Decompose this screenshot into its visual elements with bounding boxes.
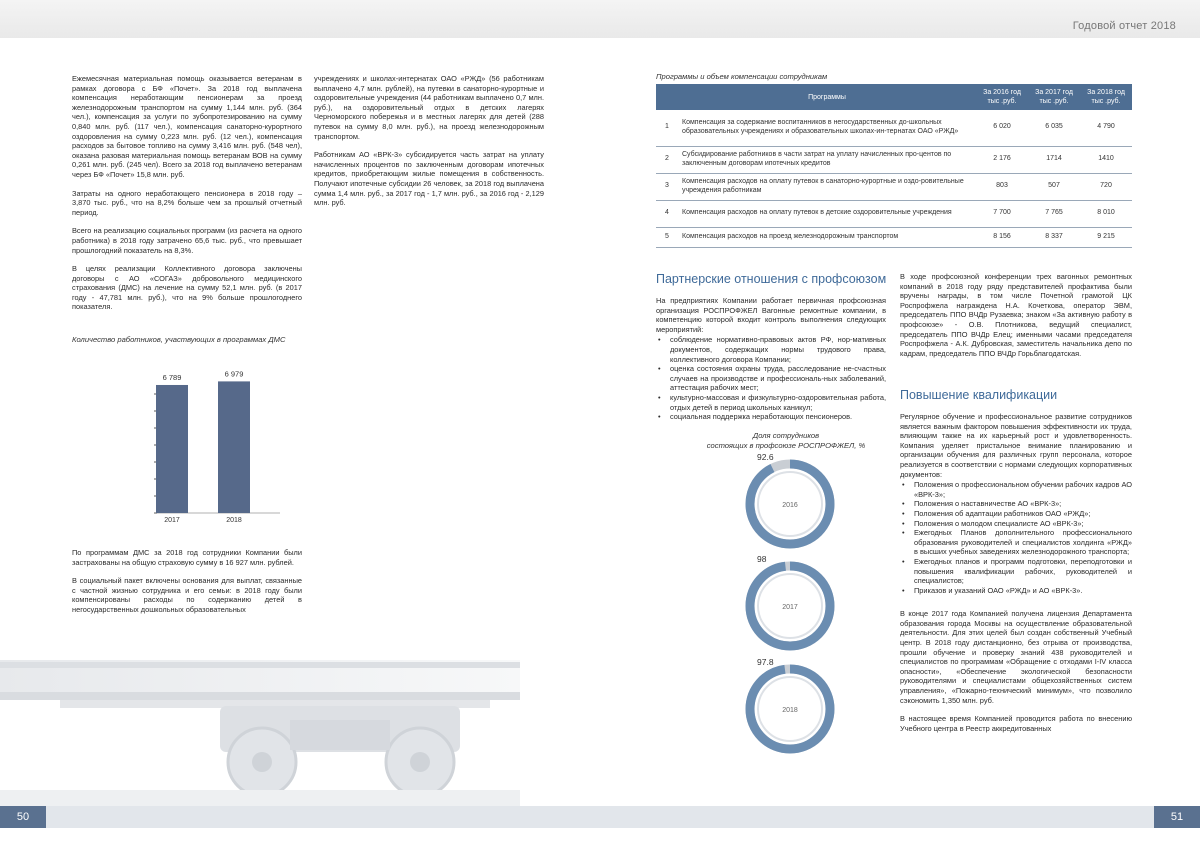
page-number-right: 51 xyxy=(1154,806,1200,828)
dms-bar-chart xyxy=(130,366,290,522)
row-value-2018: 9 215 xyxy=(1080,227,1132,247)
list-item: • Приказов и указаний ОАО «РЖД» и АО «ВРК-3». xyxy=(914,586,1132,596)
partner-heading: Партнерские отношения с профсоюзом xyxy=(656,272,887,286)
paragraph: Затраты на одного неработающего пенсионера в 2018 году – 3,870 тыс. руб., что на 8,2% больше чем за прошлый отчетный период. xyxy=(72,188,302,217)
header-num xyxy=(656,84,678,110)
row-program: Компенсация расходов на оплату путевок в детские оздоровительные учреждения xyxy=(678,200,976,227)
table-row xyxy=(656,173,1132,200)
paragraph: учреждениях и школах-интернатах ОАО «РЖД» (56 работникам выплачено 4,7 млн. рублей), на путевки в санаторно-курортные и оздоровительные учреждения (44 работникам выплачено 0,7 млн. руб.), на оздоровительный отдых в детских лагерях Черноморского побережья и в местных лагерях для детей (288 путевок на сумму 8,0 млн. руб.), на проезд железнодорожным транспортом. xyxy=(314,74,544,141)
table-row xyxy=(656,200,1132,227)
paragraph: В настоящее время Компанией проводится работа по внесению Учебного центра в Реестр аккредитованных xyxy=(900,714,1132,733)
compensation-table xyxy=(656,84,1132,248)
rings-caption xyxy=(656,431,916,450)
left-col1-bottom-text xyxy=(72,548,302,624)
row-value-2016: 8 156 xyxy=(976,227,1028,247)
list-item: • Положения о наставничестве АО «ВРК-3»; xyxy=(914,499,1132,509)
ring-year-label: 2018 xyxy=(782,707,798,714)
ring-year-label: 2016 xyxy=(782,502,798,509)
row-program: Компенсация расходов на оплату путевок в санаторно-курортные и оздо-ровительные учреждения работникам xyxy=(678,173,976,200)
training-bullet-list xyxy=(900,480,1132,595)
ring-year-label: 2017 xyxy=(782,604,798,611)
partner-bullet-list xyxy=(656,335,886,421)
list-item: • социальная поддержка неработающих пенсионеров. xyxy=(670,412,886,422)
paragraph: В целях реализации Коллективного договора заключены договоры с АО «СОГАЗ» добровольного медицинского страхования (ДМС) на лечение на сумму 52,1 млн. руб. (в 2017 году - 47,781 млн. руб.), что на 9% больше прошлогоднего показателя. xyxy=(72,264,302,312)
ring-2018 xyxy=(742,661,838,757)
row-value-2018: 1410 xyxy=(1080,146,1132,173)
row-value-2018: 720 xyxy=(1080,173,1132,200)
row-value-2017: 8 337 xyxy=(1028,227,1080,247)
row-value-2018: 8 010 xyxy=(1080,200,1132,227)
training-text xyxy=(900,412,1132,742)
conference-text: В ходе профсоюзной конференции трех вагонных ремонтных компаний в 2018 году ряду представителей профактива были вручены награды, в том числе Почетной грамотой ЦК Роспрофжела награждена Н.А. Кочеткова, оператор ЭВМ, председатель ППО ВЧДр Рузаевка; знаком «За активную работу в профсоюзе» - О.В. Плотникова, ведущий специалист, председатель ППО ВЧДр Елец; именными часами председателя Роспрофжела - А.К. Дубровская, заместитель начальника депо по кадрам, председатель ППО ВЧДр Горьблагодатская. xyxy=(900,272,1132,358)
page-number-left: 50 xyxy=(0,806,46,828)
left-col1-text xyxy=(72,74,302,321)
list-item: • Положения о молодом специалисте АО «ВРК-3»; xyxy=(914,519,1132,529)
list-item: • Ежегодных Планов дополнительного профессионального образования руководителей и специалистов холдинга «РЖД» в высших учебных заведениях железнодорожного транспорта; xyxy=(914,528,1132,557)
ring-value-label: 97.8 xyxy=(757,657,774,667)
chart-caption: Количество работников, участвующих в программах ДМС xyxy=(72,335,286,344)
report-title: Годовой отчет 2018 xyxy=(1072,20,1176,32)
paragraph: Всего на реализацию социальных программ (из расчета на одного работника) в 2018 году затрачено 65,6 тыс. руб., что превышает прошлогодний показатель на 8,3%. xyxy=(72,226,302,255)
row-value-2017: 7 765 xyxy=(1028,200,1080,227)
header-bar xyxy=(0,0,1200,38)
ring-value-label: 98 xyxy=(757,554,767,564)
row-value-2016: 7 700 xyxy=(976,200,1028,227)
bar-value-label: 6 979 xyxy=(224,369,244,379)
row-value-2016: 803 xyxy=(976,173,1028,200)
row-value-2016: 6 020 xyxy=(976,110,1028,146)
rings-caption-line: состоящих в профсоюзе РОСПРОФЖЕЛ, % xyxy=(706,440,866,450)
railcar-bogie-illustration xyxy=(0,640,520,806)
list-item: • Положения об адаптации работников ОАО «РЖД»; xyxy=(914,509,1132,519)
ring-2017 xyxy=(742,558,838,654)
header-programs: Программы xyxy=(678,84,976,110)
header-2018: За 2018 год тыс .руб. xyxy=(1080,84,1132,110)
row-value-2017: 507 xyxy=(1028,173,1080,200)
row-value-2016: 2 176 xyxy=(976,146,1028,173)
row-number: 5 xyxy=(656,227,678,247)
table-caption: Программы и объем компенсации сотрудникам xyxy=(656,72,828,81)
bar-2018 xyxy=(218,381,250,513)
header-2016: За 2016 год тыс .руб. xyxy=(976,84,1028,110)
bar-2017 xyxy=(156,385,188,513)
paragraph: В конце 2017 года Компанией получена лицензия Департамента образования города Москвы на осуществление образовательной деятельности. Для этих целей был создан собственный Учебный центр. В 2018 году дистанционно, без отрыва от производства, прошли обучение и проверку знаний 438 руководителей и специалистов по программам «Обращение с отходами I-IV класса опасности», «Обеспечение экологической безопасности руководителями и специалистами общехозяйственных систем управления», «Пожарно-технический минимум», что позволило сэкономить 1,350 млн. руб. xyxy=(900,609,1132,705)
training-intro: Регулярное обучение и профессиональное развитие сотрудников является важным фактором повышения эффективности их труда, влияющим также на их карьерный рост и удовлетворенность. Компания уделяет пристальное внимание планированию и организации обучения для различных групп персонала, которое реализуется в соответствии с нормами следующих корпоративных документов: xyxy=(900,412,1132,479)
rings-caption-line: Доля сотрудников xyxy=(752,431,820,440)
x-tick-label: 2018 xyxy=(226,517,242,522)
partner-intro: На предприятиях Компании работает первичная профсоюзная организация РОСПРОФЖЕЛ Вагонные ремонтные компании, в компетенцию которой входит контроль выполнения следующих мероприятий: xyxy=(656,296,886,334)
list-item: • соблюдение нормативно-правовых актов РФ, нор-мативных документов, содержащих нормы трудового права, коллективного договора Компании; xyxy=(670,335,886,364)
row-value-2017: 6 035 xyxy=(1028,110,1080,146)
bar-value-label: 6 789 xyxy=(162,372,182,382)
row-value-2018: 4 790 xyxy=(1080,110,1132,146)
x-tick-label: 2017 xyxy=(164,517,180,522)
paragraph: Ежемесячная материальная помощь оказывается ветеранам в рамках договора с БФ «Почет». За 2018 год выплачена компенсация неработающим пенсионерам за проезд железнодорожным транспортом на сумму 1,144 млн. руб. (364 чел.), компенсация за услуги по зубопротезированию на сумму 0,840 млн. руб. (117 чел.), компенсация санаторно-курортного оздоровления на сумму 0,223 млн. руб. (12 чел.), компенсация расходов за бытовое топливо на сумму 3,416 млн. руб. (548 чел), оказана разовая материальная помощь ветеранам ВОВ на сумму 0,261 млн. руб. (245 чел). Всего за 2018 год выплачено ветеранам через БФ «Почет» 15,8 млн. руб. xyxy=(72,74,302,179)
training-heading: Повышение квалификации xyxy=(900,388,1058,402)
paragraph: Работникам АО «ВРК-3» субсидируется часть затрат на уплату начисленных процентов по заключенным договорам ипотечных кредитов, приобретающим жилые помещения в собственность. Получают ипотечные субсидии 26 человек, за 2018 год выплачена сумма 1,4 млн. руб., за 2017 год - 1,7 млн. руб., за 2016 год - 2,129 млн. руб. xyxy=(314,150,544,208)
table-row xyxy=(656,227,1132,247)
list-item: • Ежегодных планов и программ подготовки, переподготовки и повышения квалификации рабочих, руководителей и специалистов; xyxy=(914,557,1132,586)
ring-2016 xyxy=(742,456,838,552)
row-number: 3 xyxy=(656,173,678,200)
table-row xyxy=(656,146,1132,173)
header-2017: За 2017 год тыс .руб. xyxy=(1028,84,1080,110)
left-col2-text xyxy=(314,74,544,217)
row-value-2017: 1714 xyxy=(1028,146,1080,173)
table-row xyxy=(656,110,1132,146)
paragraph: По программам ДМС за 2018 год сотрудники Компании были застрахованы на общую страховую сумму в 16 927 млн. рублей. xyxy=(72,548,302,567)
row-number: 1 xyxy=(656,110,678,146)
list-item: • оценка состояния охраны труда, расследование не-счастных случаев на производстве и профессиональ-ных заболеваний, аттестация рабочих мест; xyxy=(670,364,886,393)
ring-value-label: 92.6 xyxy=(757,452,774,462)
table-header-row xyxy=(656,84,1132,110)
row-number: 4 xyxy=(656,200,678,227)
list-item: • Положения о профессиональном обучении рабочих кадров АО «ВРК-3»; xyxy=(914,480,1132,499)
paragraph: В социальный пакет включены основания для выплат, связанные с частной жизнью сотрудника и его семьи: в 2018 году были компенсированы расходы по содержанию детей в негосударственных дошкольных образовательных xyxy=(72,576,302,614)
row-program: Компенсация расходов на проезд железнодорожным транспортом xyxy=(678,227,976,247)
row-program: Компенсация за содержание воспитанников в негосударственных до-школьных образовательных учреждениях и образовательных школах-ин-тернатах ОАО «РЖД» xyxy=(678,110,976,146)
list-item: • культурно-массовая и физкультурно-оздоровительная работа, отдых детей в период школьных каникул; xyxy=(670,393,886,412)
row-number: 2 xyxy=(656,146,678,173)
row-program: Субсидирование работников в части затрат на уплату начисленных про-центов по заключенным договорам ипотечных кредитов xyxy=(678,146,976,173)
partner-text xyxy=(656,296,886,422)
footer-bar xyxy=(0,806,1200,828)
